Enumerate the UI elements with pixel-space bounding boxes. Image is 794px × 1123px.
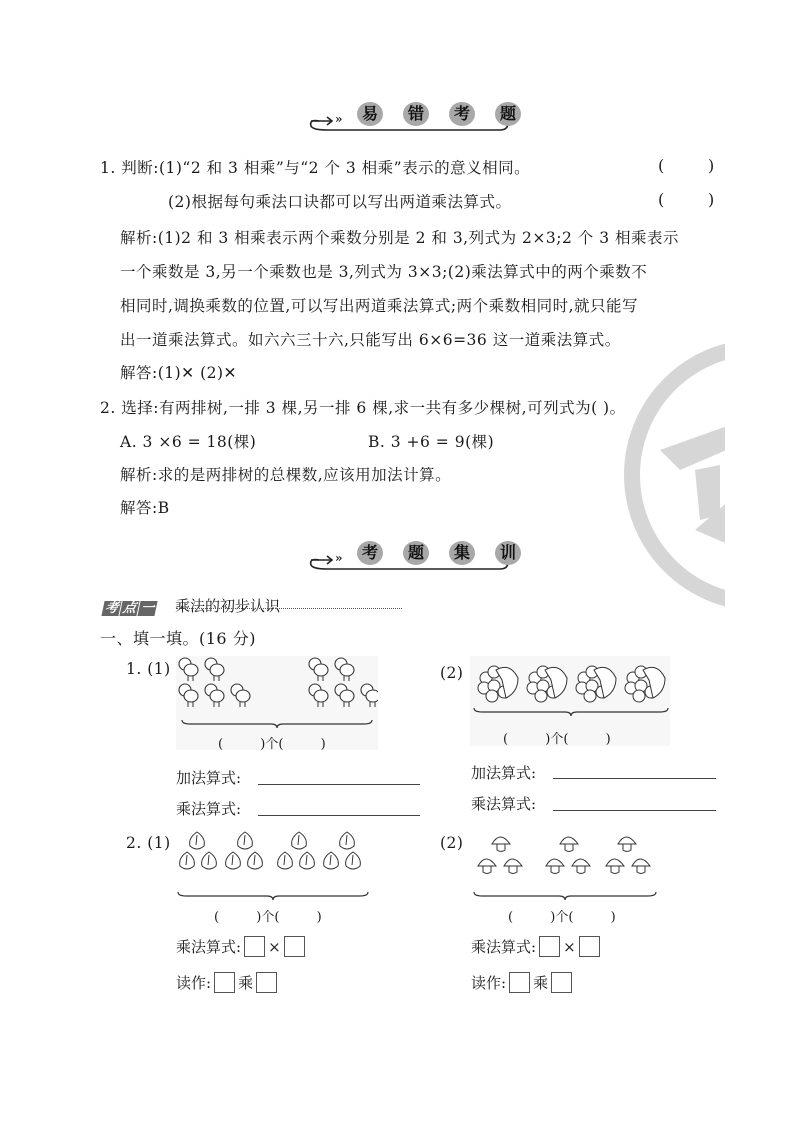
answer-box[interactable] xyxy=(284,936,305,957)
item-label: (2) xyxy=(440,834,464,852)
grape-icon xyxy=(527,666,567,702)
brace xyxy=(474,708,668,716)
banner-char: 易 xyxy=(357,102,383,126)
peach-icon xyxy=(340,832,355,849)
section-tag xyxy=(103,595,280,616)
answer-box[interactable] xyxy=(579,936,600,957)
grape-icon xyxy=(478,666,518,702)
section-banner-errors xyxy=(305,99,516,133)
mushroom-icon xyxy=(606,859,624,874)
q1-stem: 1. 判断:(1)“2 和 3 相乘”与“2 个 3 相乘”表示的意义相同。 xyxy=(100,159,531,177)
q2-option-b: B. 3 +6 = 9(棵) xyxy=(368,433,495,451)
mushroom-icon xyxy=(546,859,564,874)
read-expression xyxy=(176,972,277,993)
banner-char: 训 xyxy=(495,541,521,565)
chick-icon xyxy=(309,658,328,681)
read-expression xyxy=(471,972,572,993)
answer-box[interactable] xyxy=(214,972,235,993)
peach-icon xyxy=(324,852,339,869)
grape-icon xyxy=(625,666,665,702)
section-banner-training xyxy=(305,538,516,572)
answer-box[interactable] xyxy=(551,972,572,993)
q2-option-a: A. 3 ×6 = 18(棵) xyxy=(120,433,257,451)
svg-text:»: » xyxy=(335,112,343,126)
banner-char: 题 xyxy=(403,541,429,565)
tag-char: 一 xyxy=(139,601,156,616)
chick-icon xyxy=(205,658,224,681)
q1-answer-paren-open: ( xyxy=(658,156,665,175)
mushrooms-picture xyxy=(470,830,670,905)
chick-icon xyxy=(231,684,250,707)
chick-icon xyxy=(309,684,328,707)
answer-box[interactable] xyxy=(256,972,277,993)
mul-label: 乘法算式: xyxy=(176,938,242,956)
mushroom-icon xyxy=(560,837,578,852)
peach-icon xyxy=(190,832,205,849)
read-label: 读作: xyxy=(176,974,212,992)
section-title: 乘法的初步认识 xyxy=(175,597,281,615)
chick-icon xyxy=(361,684,378,707)
peach-icon xyxy=(238,832,253,849)
count-caption: ( )个( ) xyxy=(508,910,616,925)
mushroom-icon xyxy=(632,859,650,874)
chick-icon xyxy=(335,684,354,707)
item-label: 1. (1) xyxy=(126,660,171,678)
read-mid: 乘 xyxy=(238,974,254,992)
mul-expression xyxy=(471,936,600,957)
mul-label: 乘法算式: xyxy=(471,795,537,813)
answer-line[interactable] xyxy=(258,815,420,816)
peach-icon xyxy=(346,852,361,869)
count-caption: ( )个( ) xyxy=(503,732,611,747)
times-sign: × xyxy=(563,937,576,956)
mushroom-icon xyxy=(572,859,590,874)
peach-icon xyxy=(180,852,195,869)
q2-answer: 解答:B xyxy=(120,499,170,517)
dotted-divider xyxy=(176,608,402,609)
mushroom-icon xyxy=(504,859,522,874)
brace xyxy=(178,892,368,900)
q1-answer-paren-close: ) xyxy=(708,156,715,175)
banner-char: 考 xyxy=(449,102,475,126)
brace xyxy=(182,720,372,728)
peach-icon xyxy=(292,832,307,849)
banner-char: 题 xyxy=(495,102,521,126)
grape-icon xyxy=(576,666,616,702)
part1-title: 一、填一填。(16 分) xyxy=(100,629,256,648)
read-label: 读作: xyxy=(471,974,507,992)
mushroom-icon xyxy=(618,837,636,852)
answer-box[interactable] xyxy=(539,936,560,957)
item-label: 2. (1) xyxy=(126,834,171,852)
answer-line[interactable] xyxy=(553,810,716,811)
chick-icon xyxy=(335,658,354,681)
peaches-picture xyxy=(176,830,376,905)
add-label: 加法算式: xyxy=(176,769,242,787)
answer-box[interactable] xyxy=(509,972,530,993)
brace xyxy=(474,892,656,900)
mul-label: 乘法算式: xyxy=(471,938,537,956)
answer-line[interactable] xyxy=(553,778,716,779)
add-label: 加法算式: xyxy=(471,764,537,782)
peach-icon xyxy=(278,852,293,869)
q1-answer2-paren-close: ) xyxy=(708,190,715,209)
q1-analysis-line: 相同时,调换乘数的位置,可以写出两道乘法算式;两个乘数相同时,就只能写 xyxy=(120,297,639,315)
mul-label: 乘法算式: xyxy=(176,800,242,818)
read-mid: 乘 xyxy=(533,974,549,992)
count-caption: ( )个( ) xyxy=(214,910,322,925)
q2-analysis: 解析:求的是两排树的总棵数,应该用加法计算。 xyxy=(120,466,452,484)
q1-answer: 解答:(1)✕ (2)✕ xyxy=(120,364,238,382)
chick-icon xyxy=(205,684,224,707)
times-sign: × xyxy=(268,937,281,956)
mushroom-icon xyxy=(478,859,496,874)
chick-icon xyxy=(179,684,198,707)
q1-analysis-line: 出一道乘法算式。如六六三十六,只能写出 6×6=36 这一道乘法算式。 xyxy=(120,331,621,349)
watermark-logo xyxy=(620,330,725,620)
banner-char: 错 xyxy=(403,102,429,126)
answer-box[interactable] xyxy=(244,936,265,957)
tag-char: 考 xyxy=(103,601,120,616)
answer-line[interactable] xyxy=(258,784,420,785)
mushroom-icon xyxy=(492,837,510,852)
banner-char: 集 xyxy=(449,541,475,565)
peach-icon xyxy=(248,852,263,869)
q2-stem: 2. 选择:有两排树,一排 3 棵,另一排 6 棵,求一共有多少棵树,可列式为( )。 xyxy=(100,399,626,417)
banner-char: 考 xyxy=(357,541,383,565)
tag-char: 点 xyxy=(121,601,138,616)
mul-expression xyxy=(176,936,305,957)
chick-icon xyxy=(179,658,198,681)
q1-analysis-line: 解析:(1)2 和 3 相乘表示两个乘数分别是 2 和 3,列式为 2×3;2 个 3 相乘表示 xyxy=(120,229,679,247)
peach-icon xyxy=(226,852,241,869)
q1-answer2-paren-open: ( xyxy=(658,190,665,209)
q1-sub2: (2)根据每句乘法口诀都可以写出两道乘法算式。 xyxy=(168,193,512,211)
svg-text:»: » xyxy=(335,551,343,565)
peach-icon xyxy=(202,852,217,869)
count-caption: ( )个( ) xyxy=(218,737,326,752)
item-label: (2) xyxy=(440,664,464,682)
q1-analysis-line: 一个乘数是 3,另一个乘数也是 3,列式为 3×3;(2)乘法算式中的两个乘数不 xyxy=(120,263,648,281)
peach-icon xyxy=(300,852,315,869)
